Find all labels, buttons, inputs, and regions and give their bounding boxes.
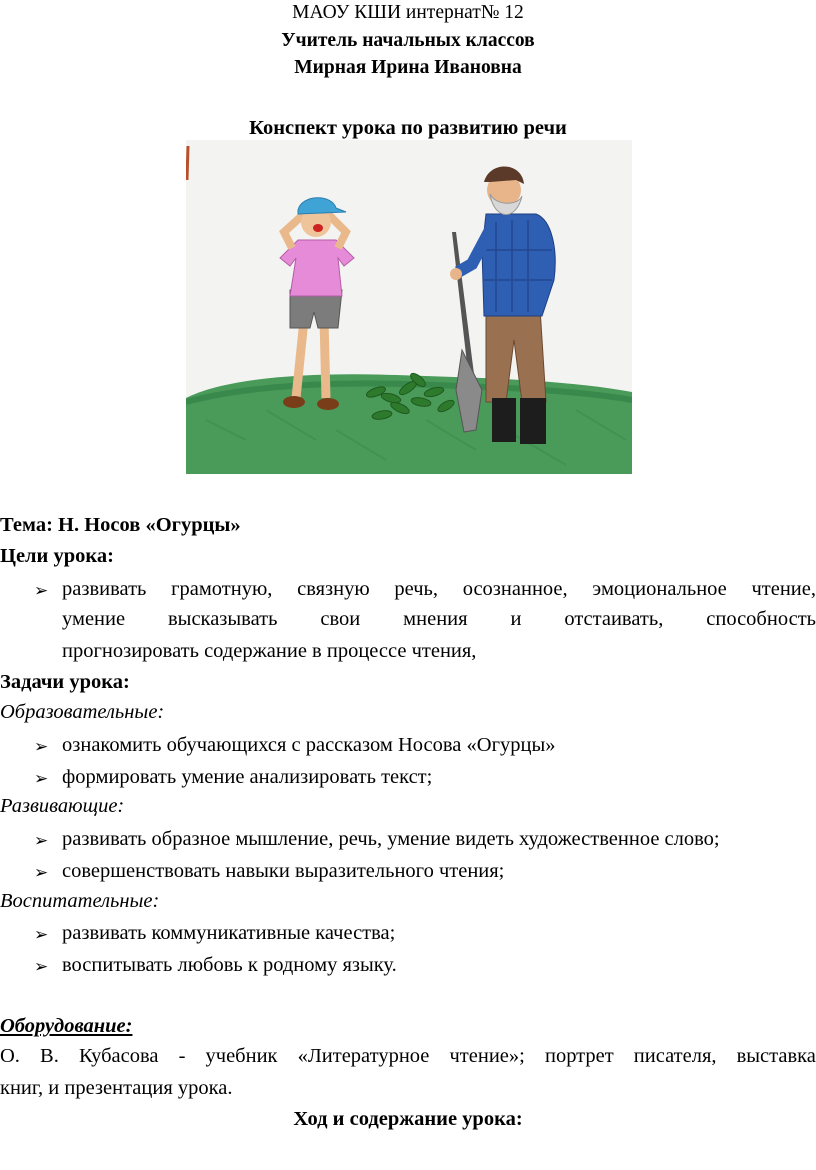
equipment-word: выставка: [736, 1045, 816, 1067]
school-name: МАОУ КШИ интернат№ 12: [292, 2, 524, 23]
educational-item-2: формировать умение анализировать текст;: [62, 766, 433, 788]
equipment-heading: Оборудование:: [0, 1015, 133, 1037]
upbringing-label: Воспитательные:: [0, 890, 160, 912]
document-title: Конспект урока по развитию речи: [249, 117, 567, 139]
developing-item-1: развивать образное мышление, речь, умение видеть художественное слово;: [62, 828, 720, 850]
equipment-word: В.: [40, 1045, 59, 1067]
bullet-icon: ➢: [34, 737, 49, 756]
equipment-word: «Литературное: [297, 1045, 430, 1067]
developing-label: Развивающие:: [0, 795, 125, 817]
drawing-boy-and-old-man-with-rifle-icon: [186, 140, 632, 474]
equipment-word: чтение»;: [449, 1045, 525, 1067]
bullet-icon: ➢: [34, 957, 49, 976]
goals-item-line-2: умение высказывать свои мнения и отстаивать, способность: [62, 608, 816, 630]
lesson-topic: Тема: Н. Носов «Огурцы»: [0, 514, 241, 536]
equipment-word: -: [178, 1045, 186, 1067]
equipment-word: Кубасова: [78, 1045, 159, 1067]
equipment-word: портрет: [544, 1045, 614, 1067]
upbringing-item-2: воспитывать любовь к родному языку.: [62, 954, 397, 976]
bullet-icon: ➢: [34, 769, 49, 788]
bullet-icon: ➢: [34, 581, 49, 600]
teacher-name: Мирная Ирина Ивановна: [294, 57, 522, 78]
equipment-word: О.: [0, 1045, 20, 1067]
bullet-icon: ➢: [34, 925, 49, 944]
lesson-progress-heading: Ход и содержание урока:: [293, 1108, 523, 1130]
goals-heading: Цели урока:: [0, 545, 114, 567]
bullet-icon: ➢: [34, 831, 49, 850]
equipment-word: писателя,: [633, 1045, 717, 1067]
educational-item-1: ознакомить обучающихся с рассказом Носова «Огурцы»: [62, 734, 556, 756]
tasks-heading: Задачи урока:: [0, 671, 130, 693]
equipment-line-1: [0, 1045, 816, 1068]
goals-item-line-1: развивать грамотную, связную речь, осознанное, эмоциональное чтение,: [62, 578, 816, 600]
developing-item-2: совершенствовать навыки выразительного чтения;: [62, 860, 505, 882]
goals-item-line-3: прогнозировать содержание в процессе чтения,: [62, 640, 477, 662]
bullet-icon: ➢: [34, 863, 49, 882]
equipment-line-2: книг, и презентация урока.: [0, 1077, 233, 1099]
upbringing-item-1: развивать коммуникативные качества;: [62, 922, 396, 944]
educational-label: Образовательные:: [0, 701, 165, 723]
equipment-word: учебник: [205, 1045, 278, 1067]
teacher-role: Учитель начальных классов: [281, 30, 535, 51]
